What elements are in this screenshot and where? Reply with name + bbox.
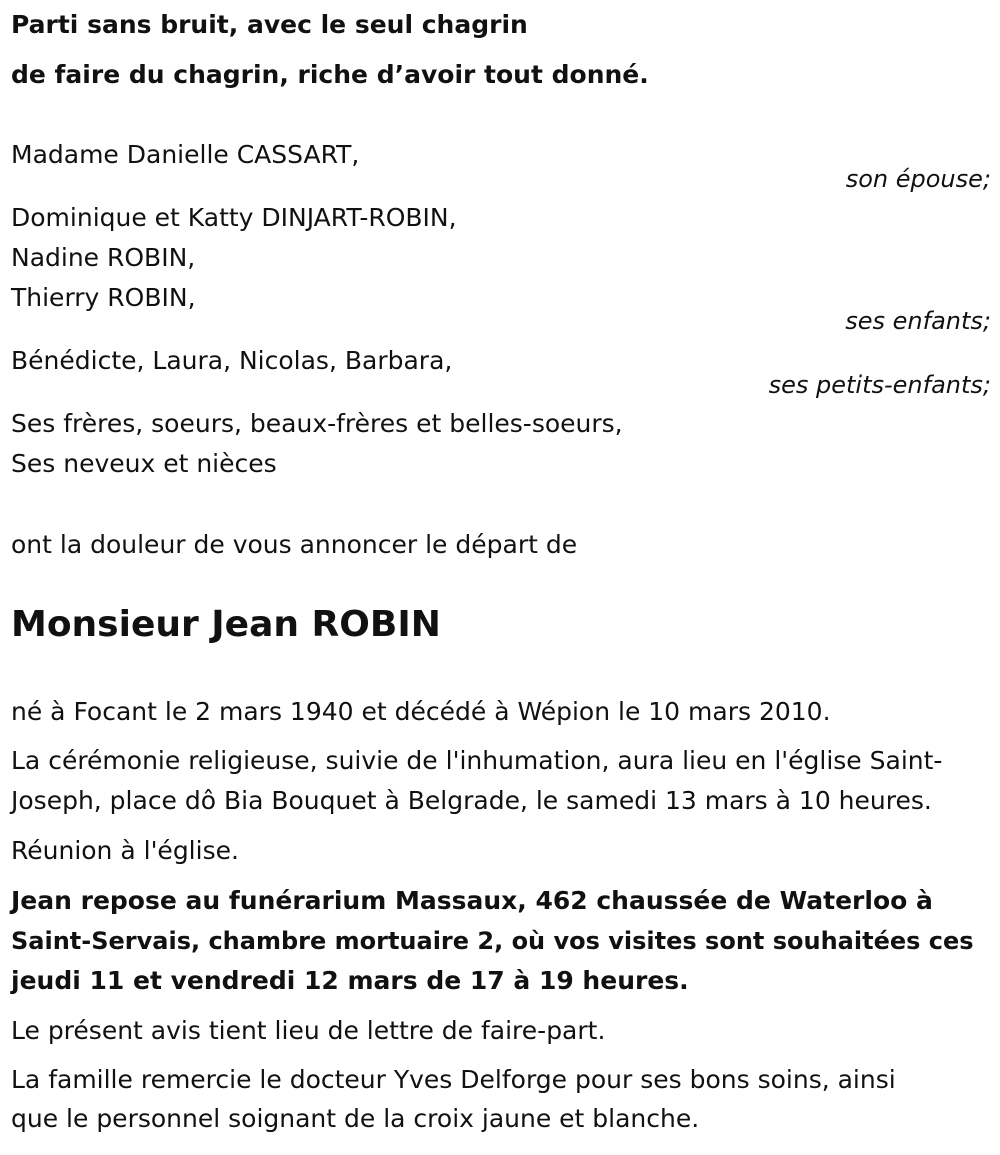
visitation-line: Jean repose au funérarium Massaux, 462 chaussée de Waterloo à	[11, 886, 933, 915]
meeting-info: Réunion à l'église.	[11, 836, 239, 865]
epitaph-line-2: de faire du chagrin, riche d’avoir tout donné.	[11, 60, 649, 89]
child-name: Nadine ROBIN,	[11, 243, 196, 272]
relation-grandchildren: ses petits-enfants;	[768, 371, 991, 399]
spouse-name: Madame Danielle CASSART,	[11, 140, 360, 169]
notice-text: Le présent avis tient lieu de lettre de faire-part.	[11, 1016, 606, 1045]
visitation-line: Saint-Servais, chambre mortuaire 2, où vos visites sont souhaitées ces	[11, 927, 974, 955]
grandchildren-names: Bénédicte, Laura, Nicolas, Barbara,	[11, 346, 453, 375]
other-relatives-line: Ses neveux et nièces	[11, 449, 277, 478]
thanks-line: La famille remercie le docteur Yves Delforge pour ses bons soins, ainsi	[11, 1065, 896, 1094]
epitaph-line-1: Parti sans bruit, avec le seul chagrin	[11, 10, 528, 39]
other-relatives-line: Ses frères, soeurs, beaux-frères et belles-soeurs,	[11, 409, 623, 438]
announcement-text: ont la douleur de vous annoncer le départ de	[11, 530, 578, 559]
child-name: Dominique et Katty DINJART-ROBIN,	[11, 203, 457, 232]
visitation-line: jeudi 11 et vendredi 12 mars de 17 à 19 heures.	[11, 966, 689, 995]
thanks-line: que le personnel soignant de la croix jaune et blanche.	[11, 1104, 700, 1133]
ceremony-line: Joseph, place dô Bia Bouquet à Belgrade, le samedi 13 mars à 10 heures.	[11, 786, 932, 815]
child-name: Thierry ROBIN,	[11, 283, 196, 312]
relation-children: ses enfants;	[845, 307, 991, 335]
deceased-name: Monsieur Jean ROBIN	[11, 604, 441, 645]
relation-spouse: son épouse;	[845, 165, 991, 193]
ceremony-line: La cérémonie religieuse, suivie de l'inhumation, aura lieu en l'église Saint-	[11, 746, 943, 775]
birth-death-info: né à Focant le 2 mars 1940 et décédé à Wépion le 10 mars 2010.	[11, 697, 831, 726]
